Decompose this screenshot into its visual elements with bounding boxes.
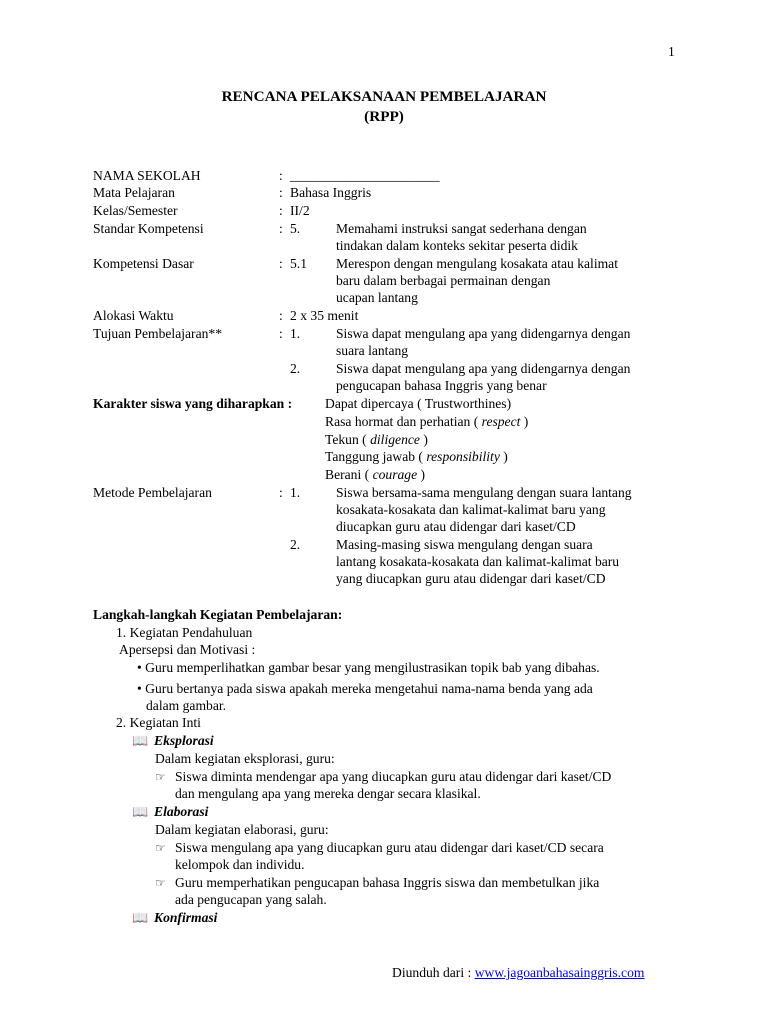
kegiatan-inti: 2. Kegiatan Inti <box>116 715 201 730</box>
tujuan-line: suara lantang <box>336 343 409 358</box>
bullet-continuation: dalam gambar. <box>146 698 227 713</box>
apersepsi-label: Apersepsi dan Motivasi : <box>119 642 256 657</box>
metode-line: Masing-masing siswa mengulang dengan suara <box>336 537 593 552</box>
label-kelas-semester: Kelas/Semester <box>93 203 178 218</box>
label-standar-kompetensi: Standar Kompetensi <box>93 221 204 236</box>
value-kelas-semester: II/2 <box>290 203 310 218</box>
colon: : <box>279 256 283 271</box>
value-alokasi-waktu: 2 x 35 menit <box>290 308 359 323</box>
document-title: RENCANA PELAKSANAAN PEMBELAJARAN <box>221 88 547 105</box>
bullet-item: • Guru memperlihatkan gambar besar yang mengilustrasikan topik bab yang dibahas. <box>137 660 600 675</box>
document-subtitle: (RPP) <box>364 108 404 125</box>
colon: : <box>279 185 283 200</box>
karakter-item: Tekun ( diligence ) <box>325 432 428 447</box>
footer-link[interactable]: www.jagoanbahasainggris.com <box>474 965 645 980</box>
colon: : <box>279 326 283 341</box>
metode-number: 1. <box>290 485 301 500</box>
kegiatan-pendahuluan: 1. Kegiatan Pendahuluan <box>116 625 253 640</box>
pointing-hand-icon: ☞ <box>155 876 166 890</box>
label-nama-sekolah: NAMA SEKOLAH <box>93 168 201 183</box>
metode-line: yang diucapkan guru atau didengar dari kaset/CD <box>336 571 606 586</box>
open-book-icon: 📖 <box>132 910 149 925</box>
pointing-hand-icon: ☞ <box>155 841 166 855</box>
open-book-icon: 📖 <box>132 804 149 819</box>
colon: : <box>279 203 283 218</box>
page-number: 1 <box>668 44 675 59</box>
karakter-item: Rasa hormat dan perhatian ( respect ) <box>325 414 529 429</box>
metode-line: diucapkan guru atau didengar dari kaset/CD <box>336 519 576 534</box>
elaborasi-heading: 📖 Elaborasi <box>132 804 209 819</box>
eksplorasi-heading: 📖 Eksplorasi <box>132 733 214 748</box>
colon: : <box>279 308 283 323</box>
tujuan-number: 1. <box>290 326 301 341</box>
eksplorasi-point: ☞ Siswa diminta mendengar apa yang diucapkan guru atau didengar dari kaset/CD <box>155 768 611 786</box>
eksplorasi-intro: Dalam kegiatan eksplorasi, guru: <box>155 751 335 766</box>
elaborasi-point: ☞ Siswa mengulang apa yang diucapkan guru atau didengar dari kaset/CD secara <box>155 839 604 857</box>
kd-line: Merespon dengan mengulang kosakata atau kalimat <box>336 256 618 271</box>
karakter-item: Tanggung jawab ( responsibility ) <box>325 449 508 464</box>
bullet-icon: • <box>137 660 142 675</box>
sk-number: 5. <box>290 221 301 236</box>
sk-line: Memahami instruksi sangat sederhana dengan <box>336 221 587 236</box>
metode-line: Siswa bersama-sama mengulang dengan suara lantang <box>336 485 632 500</box>
label-alokasi-waktu: Alokasi Waktu <box>93 308 174 323</box>
tujuan-line: pengucapan bahasa Inggris yang benar <box>336 378 547 393</box>
karakter-item: Berani ( courage ) <box>325 467 426 482</box>
kd-line: ucapan lantang <box>336 290 418 305</box>
bullet-icon: • <box>137 681 142 696</box>
konfirmasi-heading: 📖 Konfirmasi <box>132 910 218 925</box>
point-continuation: ada pengucapan yang salah. <box>175 892 327 907</box>
footer <box>392 964 644 981</box>
label-kompetensi-dasar: Kompetensi Dasar <box>93 256 194 271</box>
bullet-item: • Guru bertanya pada siswa apakah mereka mengetahui nama-nama benda yang ada <box>137 681 593 696</box>
label-metode-pembelajaran: Metode Pembelajaran <box>93 485 212 500</box>
langkah-heading: Langkah-langkah Kegiatan Pembelajaran: <box>93 607 343 622</box>
karakter-label: Karakter siswa yang diharapkan : <box>93 396 293 411</box>
karakter-item: Dapat dipercaya ( Trustworthines) <box>325 396 512 411</box>
label-tujuan-pembelajaran: Tujuan Pembelajaran** <box>93 326 222 341</box>
tujuan-number: 2. <box>290 361 301 376</box>
point-continuation: dan mengulang apa yang mereka dengar secara klasikal. <box>175 786 481 801</box>
colon: : <box>279 485 283 500</box>
label-mata-pelajaran: Mata Pelajaran <box>93 185 175 200</box>
metode-line: kosakata-kosakata dan kalimat-kalimat baru yang <box>336 502 606 517</box>
elaborasi-point: ☞ Guru memperhatikan pengucapan bahasa Inggris siswa dan membetulkan jika <box>155 874 599 892</box>
pointing-hand-icon: ☞ <box>155 770 166 784</box>
colon: : <box>279 221 283 236</box>
value-mata-pelajaran: Bahasa Inggris <box>290 185 372 200</box>
tujuan-line: Siswa dapat mengulang apa yang didengarnya dengan <box>336 326 631 341</box>
colon: : <box>279 168 283 183</box>
point-continuation: kelompok dan individu. <box>175 857 305 872</box>
kd-number: 5.1 <box>290 256 307 271</box>
value-nama-sekolah: ______________________ <box>290 168 440 183</box>
kd-line: baru dalam berbagai permainan dengan <box>336 273 551 288</box>
open-book-icon: 📖 <box>132 733 149 748</box>
sk-line: tindakan dalam konteks sekitar peserta didik <box>336 238 578 253</box>
tujuan-line: Siswa dapat mengulang apa yang didengarnya dengan <box>336 361 631 376</box>
metode-number: 2. <box>290 537 301 552</box>
footer-prefix: Diunduh dari : <box>392 965 475 980</box>
metode-line: lantang kosakata-kosakata dan kalimat-kalimat baru <box>336 554 620 569</box>
elaborasi-intro: Dalam kegiatan elaborasi, guru: <box>155 822 329 837</box>
